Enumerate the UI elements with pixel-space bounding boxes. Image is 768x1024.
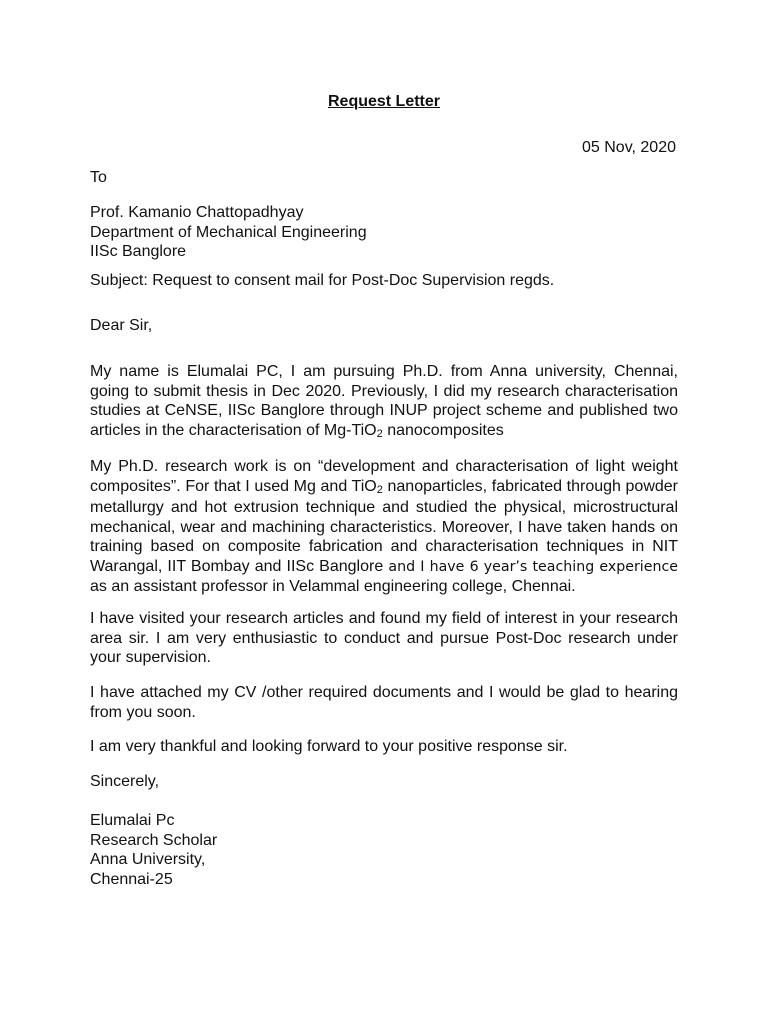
paragraph-1-text: My name is Elumalai PC, I am pursuing Ph.D. from Anna university, Chennai, going to submit thesis in Dec 2020. Previously, I did my research characterisation studies at CeNSE, IISc Banglore through INUP project scheme and published two articles in the characterisation of Mg-TiO bbox=[90, 363, 678, 439]
paragraph-2-text: My Ph.D. research work is on “development and characterisation of light weight composites”. For that I used Mg and TiO bbox=[90, 458, 678, 495]
salutation: Dear Sir, bbox=[90, 317, 153, 334]
paragraph-5: I am very thankful and looking forward to your positive response sir. bbox=[90, 738, 568, 755]
signature-university: Anna University, bbox=[90, 851, 206, 868]
to-label: To bbox=[90, 169, 107, 186]
signature-block bbox=[90, 811, 678, 889]
paragraph-1 bbox=[90, 362, 678, 442]
paragraph-3: I have visited your research articles and found my field of interest in your research area sir. I am very enthusiastic to conduct and pursue Post-Doc research under your supervision. bbox=[90, 610, 678, 666]
letter-title: Request Letter bbox=[327, 93, 441, 110]
subject-line: Subject: Request to consent mail for Post-Doc Supervision regds. bbox=[90, 272, 555, 289]
teaching-experience-text: and I have 6 year’s teaching experience bbox=[383, 558, 678, 575]
signature-city: Chennai-25 bbox=[90, 870, 173, 888]
recipient-department: Department of Mechanical Engineering bbox=[90, 223, 367, 241]
signature-name: Elumalai Pc bbox=[90, 812, 175, 829]
letter-date: 05 Nov, 2020 bbox=[582, 139, 676, 156]
paragraph-2-middle: nanoparticles, fabricated through powder metallurgy and hot extrusion technique and studied the physical, microstructural mechanical, wear and machining characteristics. Moreover, I have taken hands on training based on composite fabrication and characterisation techniques in NIT Warangal, IIT Bombay and IISc Banglore bbox=[90, 477, 679, 575]
subscript-2: 2 bbox=[376, 483, 383, 496]
closing: Sincerely, bbox=[90, 773, 160, 790]
paragraph-1-end: nanocomposites bbox=[382, 421, 504, 439]
recipient-institution: IISc Banglore bbox=[90, 243, 187, 260]
recipient-name: Prof. Kamanio Chattopadhyay bbox=[90, 204, 304, 221]
recipient-address bbox=[90, 203, 678, 262]
paragraph-2-end: as an assistant professor in Velammal engineering college, Chennai. bbox=[90, 578, 576, 595]
subscript-2: 2 bbox=[376, 427, 383, 440]
signature-role: Research Scholar bbox=[90, 831, 218, 849]
paragraph-4: I have attached my CV /other required documents and I would be glad to hearing from you soon. bbox=[90, 684, 678, 721]
paragraph-2 bbox=[90, 457, 678, 597]
